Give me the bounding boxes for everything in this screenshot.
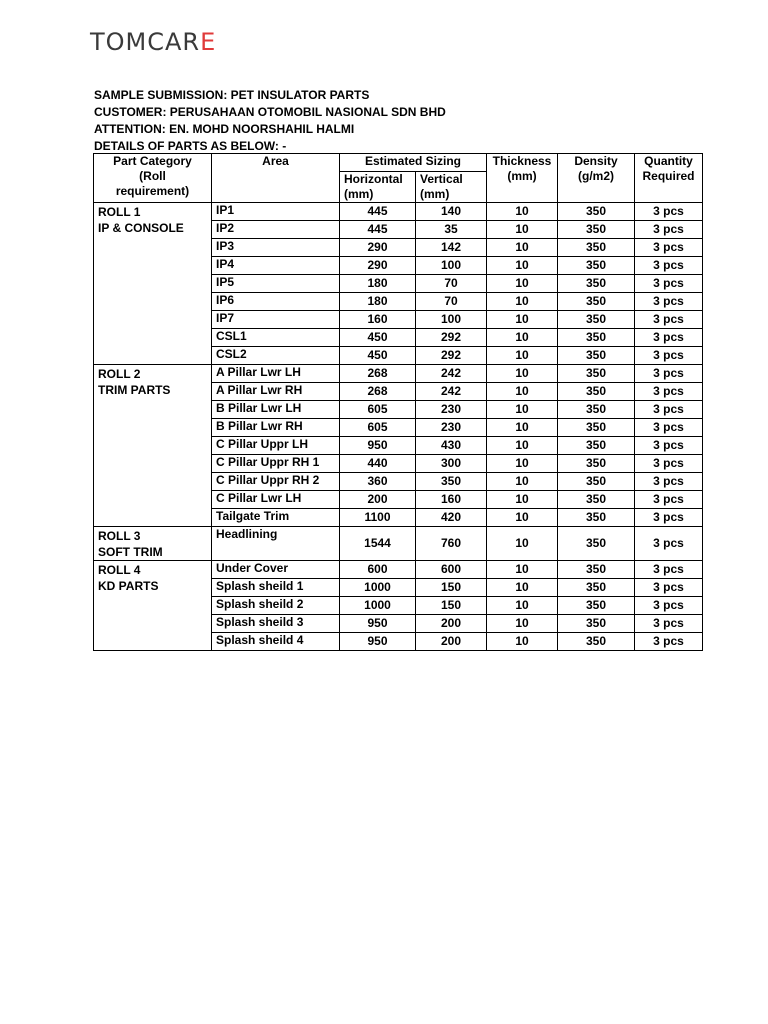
area-cell: Splash sheild 3 [212, 615, 340, 633]
density-cell: 350 [558, 203, 635, 221]
horizontal-cell: 180 [340, 275, 416, 293]
area-cell: C Pillar Uppr LH [212, 437, 340, 455]
area-cell: IP3 [212, 239, 340, 257]
vertical-cell: 140 [416, 203, 487, 221]
density-cell: 350 [558, 437, 635, 455]
quantity-cell: 3 pcs [635, 365, 703, 383]
quantity-cell: 3 pcs [635, 509, 703, 527]
thickness-cell: 10 [487, 257, 558, 275]
thickness-cell: 10 [487, 311, 558, 329]
area-cell: A Pillar Lwr RH [212, 383, 340, 401]
area-cell: Splash sheild 2 [212, 597, 340, 615]
horizontal-cell: 605 [340, 401, 416, 419]
vertical-cell: 200 [416, 633, 487, 651]
horizontal-cell: 450 [340, 347, 416, 365]
customer-line: CUSTOMER: PERUSAHAAN OTOMOBIL NASIONAL SDN BHD [94, 105, 446, 119]
density-cell: 350 [558, 311, 635, 329]
horizontal-cell: 1000 [340, 597, 416, 615]
area-cell: Splash sheild 1 [212, 579, 340, 597]
thickness-cell: 10 [487, 615, 558, 633]
vertical-cell: 600 [416, 561, 487, 579]
thickness-cell: 10 [487, 455, 558, 473]
horizontal-cell: 200 [340, 491, 416, 509]
density-cell: 350 [558, 455, 635, 473]
horizontal-cell: 950 [340, 633, 416, 651]
quantity-cell: 3 pcs [635, 437, 703, 455]
submission-title: SAMPLE SUBMISSION: PET INSULATOR PARTS [94, 88, 370, 102]
area-cell: IP7 [212, 311, 340, 329]
area-cell: A Pillar Lwr LH [212, 365, 340, 383]
roll-label: ROLL 3 [98, 529, 141, 543]
area-cell: IP4 [212, 257, 340, 275]
vertical-cell: 70 [416, 293, 487, 311]
density-cell: 350 [558, 419, 635, 437]
thickness-cell: 10 [487, 509, 558, 527]
horizontal-cell: 1000 [340, 579, 416, 597]
horizontal-cell: 160 [340, 311, 416, 329]
density-cell: 350 [558, 329, 635, 347]
density-cell: 350 [558, 257, 635, 275]
area-cell: Tailgate Trim [212, 509, 340, 527]
roll-category-cell [94, 527, 212, 561]
quantity-cell: 3 pcs [635, 597, 703, 615]
vertical-cell: 100 [416, 257, 487, 275]
header-vertical: Vertical (mm) [416, 172, 487, 203]
table-row [94, 561, 703, 579]
thickness-cell: 10 [487, 633, 558, 651]
density-cell: 350 [558, 615, 635, 633]
area-cell: IP6 [212, 293, 340, 311]
category-label: TRIM PARTS [98, 383, 171, 397]
thickness-cell: 10 [487, 329, 558, 347]
quantity-cell: 3 pcs [635, 329, 703, 347]
density-cell: 350 [558, 239, 635, 257]
table-row [94, 203, 703, 221]
horizontal-cell: 950 [340, 615, 416, 633]
logo-text: TOMCAR [90, 28, 201, 56]
vertical-cell: 150 [416, 579, 487, 597]
vertical-cell: 230 [416, 401, 487, 419]
thickness-cell: 10 [487, 365, 558, 383]
horizontal-cell: 445 [340, 203, 416, 221]
thickness-cell: 10 [487, 561, 558, 579]
area-cell: IP1 [212, 203, 340, 221]
thickness-cell: 10 [487, 239, 558, 257]
quantity-cell: 3 pcs [635, 221, 703, 239]
roll-category-cell [94, 203, 212, 365]
header-thickness: Thickness (mm) [487, 154, 558, 203]
density-cell: 350 [558, 527, 635, 561]
horizontal-cell: 450 [340, 329, 416, 347]
area-cell: CSL2 [212, 347, 340, 365]
density-cell: 350 [558, 401, 635, 419]
horizontal-cell: 268 [340, 365, 416, 383]
area-cell: B Pillar Lwr LH [212, 401, 340, 419]
vertical-cell: 430 [416, 437, 487, 455]
thickness-cell: 10 [487, 419, 558, 437]
quantity-cell: 3 pcs [635, 491, 703, 509]
quantity-cell: 3 pcs [635, 275, 703, 293]
quantity-cell: 3 pcs [635, 383, 703, 401]
quantity-cell: 3 pcs [635, 527, 703, 561]
vertical-cell: 100 [416, 311, 487, 329]
vertical-cell: 70 [416, 275, 487, 293]
thickness-cell: 10 [487, 293, 558, 311]
logo-accent-letter: E [200, 28, 217, 56]
roll-category-cell [94, 561, 212, 651]
density-cell: 350 [558, 597, 635, 615]
horizontal-cell: 290 [340, 257, 416, 275]
area-cell: B Pillar Lwr RH [212, 419, 340, 437]
category-label: KD PARTS [98, 579, 159, 593]
header-part-category: Part Category (Roll requirement) [94, 154, 212, 203]
quantity-cell: 3 pcs [635, 347, 703, 365]
area-cell: Under Cover [212, 561, 340, 579]
vertical-cell: 350 [416, 473, 487, 491]
thickness-cell: 10 [487, 401, 558, 419]
attention-line: ATTENTION: EN. MOHD NOORSHAHIL HALMI [94, 122, 355, 136]
density-cell: 350 [558, 509, 635, 527]
roll-category-cell [94, 365, 212, 527]
vertical-cell: 200 [416, 615, 487, 633]
thickness-cell: 10 [487, 275, 558, 293]
vertical-cell: 760 [416, 527, 487, 561]
quantity-cell: 3 pcs [635, 561, 703, 579]
density-cell: 350 [558, 633, 635, 651]
area-cell: C Pillar Uppr RH 2 [212, 473, 340, 491]
details-line: DETAILS OF PARTS AS BELOW: - [94, 139, 287, 153]
vertical-cell: 160 [416, 491, 487, 509]
thickness-cell: 10 [487, 383, 558, 401]
thickness-cell: 10 [487, 221, 558, 239]
vertical-cell: 230 [416, 419, 487, 437]
density-cell: 350 [558, 293, 635, 311]
horizontal-cell: 445 [340, 221, 416, 239]
density-cell: 350 [558, 347, 635, 365]
category-label: SOFT TRIM [98, 545, 163, 559]
quantity-cell: 3 pcs [635, 455, 703, 473]
area-cell: C Pillar Uppr RH 1 [212, 455, 340, 473]
horizontal-cell: 180 [340, 293, 416, 311]
density-cell: 350 [558, 275, 635, 293]
parts-table-body [94, 203, 703, 651]
density-cell: 350 [558, 579, 635, 597]
horizontal-cell: 440 [340, 455, 416, 473]
vertical-cell: 242 [416, 383, 487, 401]
vertical-cell: 292 [416, 329, 487, 347]
horizontal-cell: 1100 [340, 509, 416, 527]
vertical-cell: 300 [416, 455, 487, 473]
vertical-cell: 420 [416, 509, 487, 527]
quantity-cell: 3 pcs [635, 419, 703, 437]
header-area: Area [212, 154, 340, 203]
density-cell: 350 [558, 383, 635, 401]
table-row [94, 365, 703, 383]
density-cell: 350 [558, 561, 635, 579]
thickness-cell: 10 [487, 597, 558, 615]
thickness-cell: 10 [487, 473, 558, 491]
thickness-cell: 10 [487, 491, 558, 509]
quantity-cell: 3 pcs [635, 615, 703, 633]
roll-label: ROLL 1 [98, 205, 141, 219]
quantity-cell: 3 pcs [635, 203, 703, 221]
horizontal-cell: 360 [340, 473, 416, 491]
density-cell: 350 [558, 221, 635, 239]
document-header [94, 87, 446, 155]
quantity-cell: 3 pcs [635, 473, 703, 491]
vertical-cell: 142 [416, 239, 487, 257]
company-logo [90, 28, 216, 56]
vertical-cell: 242 [416, 365, 487, 383]
density-cell: 350 [558, 365, 635, 383]
vertical-cell: 150 [416, 597, 487, 615]
thickness-cell: 10 [487, 437, 558, 455]
density-cell: 350 [558, 491, 635, 509]
quantity-cell: 3 pcs [635, 239, 703, 257]
vertical-cell: 35 [416, 221, 487, 239]
thickness-cell: 10 [487, 203, 558, 221]
quantity-cell: 3 pcs [635, 579, 703, 597]
vertical-cell: 292 [416, 347, 487, 365]
area-cell: Splash sheild 4 [212, 633, 340, 651]
thickness-cell: 10 [487, 579, 558, 597]
roll-label: ROLL 4 [98, 563, 141, 577]
area-cell: CSL1 [212, 329, 340, 347]
density-cell: 350 [558, 473, 635, 491]
header-density: Density (g/m2) [558, 154, 635, 203]
area-cell: C Pillar Lwr LH [212, 491, 340, 509]
table-row [94, 527, 703, 561]
header-quantity: Quantity Required [635, 154, 703, 203]
area-cell: IP2 [212, 221, 340, 239]
horizontal-cell: 1544 [340, 527, 416, 561]
header-estimated-sizing: Estimated Sizing [340, 154, 487, 172]
category-label: IP & CONSOLE [98, 221, 184, 235]
horizontal-cell: 268 [340, 383, 416, 401]
quantity-cell: 3 pcs [635, 633, 703, 651]
thickness-cell: 10 [487, 527, 558, 561]
horizontal-cell: 600 [340, 561, 416, 579]
thickness-cell: 10 [487, 347, 558, 365]
quantity-cell: 3 pcs [635, 257, 703, 275]
parts-table [93, 153, 703, 651]
quantity-cell: 3 pcs [635, 293, 703, 311]
header-horizontal: Horizontal (mm) [340, 172, 416, 203]
quantity-cell: 3 pcs [635, 311, 703, 329]
horizontal-cell: 290 [340, 239, 416, 257]
area-cell: Headlining [212, 527, 340, 561]
area-cell: IP5 [212, 275, 340, 293]
horizontal-cell: 605 [340, 419, 416, 437]
horizontal-cell: 950 [340, 437, 416, 455]
quantity-cell: 3 pcs [635, 401, 703, 419]
roll-label: ROLL 2 [98, 367, 141, 381]
